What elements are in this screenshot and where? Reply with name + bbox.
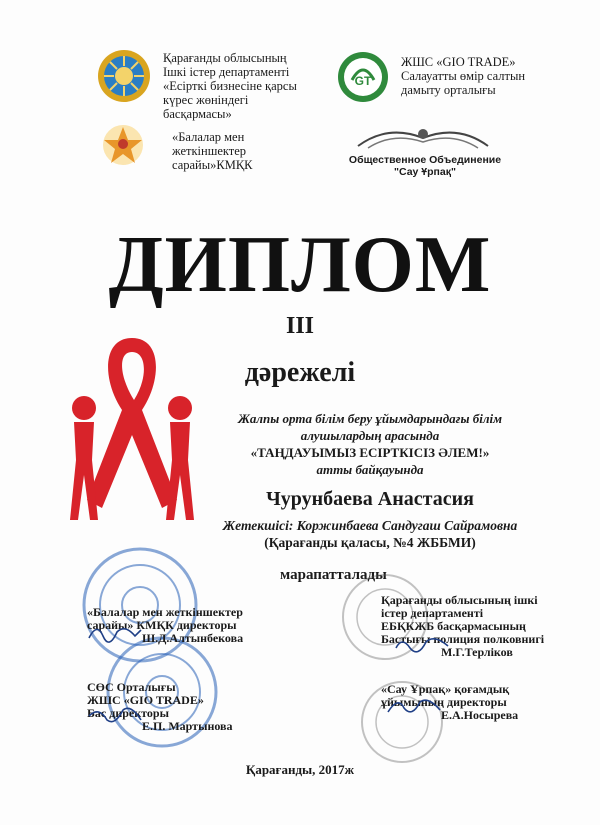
org-palace [172,130,292,172]
org-sau-urpak [340,154,510,178]
org-line: сарайы»КМҚК [172,158,253,172]
org-line: «Есірткі бизнесіне қарсы [163,79,297,93]
kazakhstan-emblem-icon [96,48,152,104]
competition-line: Жалпы орта білім беру ұйымдарындағы білім [237,411,503,426]
svg-text:GT: GT [354,74,372,88]
signature-line: Қарағанды облысының ішкі [381,593,538,607]
org-line: күрес жөніндегі [163,93,249,107]
competition-line: атты байқауында [316,462,424,477]
awarded-text: марапатталады [280,567,387,583]
org-line: Салауатты өмір салтын [401,69,526,83]
signature-line: Е.А.Носырева [441,708,519,722]
org-line: «Балалар мен [172,130,245,144]
org-line: Қарағанды облысының [163,51,287,65]
handwritten-signature-icon [85,620,145,646]
signature-line: ЕБҚКЖБ басқармасының [381,619,526,633]
handwritten-signature-icon [384,694,444,720]
signature-line: Ш.Д.Алтынбекова [142,631,244,645]
school-name: (Қарағанды қаласы, №4 ЖББМИ) [264,535,476,550]
gio-trade-logo-icon [336,50,390,104]
competition-line: «ТАҢДАУЫМЫЗ ЕСІРТКІСІЗ ӘЛЕМ!» [250,445,490,460]
competition-line: алушылардың арасында [300,428,440,443]
signature-line: сарайы» КМҚК директоры [87,618,237,632]
signature-line: ұйымының директоры [381,695,507,709]
org-line: дамыту орталығы [401,83,496,97]
recipient-supervisor-block [180,517,560,551]
signature-line: Е.П. Мартынова [142,719,233,733]
diploma-title: ДИПЛОМ [108,221,492,309]
org-dept-police [163,51,333,121]
supervisor-name: Жетекшісі: Коржинбаева Сандугаш Сайрамовна [222,518,518,533]
signature-line: Бас директоры [87,706,169,720]
signature-line: «Балалар мен жеткіншектер [87,605,243,619]
org-line: басқармасы» [163,107,232,121]
signature-line: «Сау Ұрпақ» қоғамдық [381,682,510,696]
org-line: жеткіншектер [172,144,247,158]
signature-line: істер департаменті [381,606,484,620]
signature-line: ЖШС «GIO TRADE» [87,693,204,707]
org-line: ЖШС «GIO TRADE» [401,55,516,69]
sau-urpak-logo-icon [348,124,498,152]
signature-line: СӨС Орталығы [87,680,176,694]
diploma-degree: III [285,313,315,339]
org-line: "Сау Ұрпақ" [394,166,456,178]
palace-logo-icon [100,122,146,168]
signature-line: М.Г.Терліков [441,645,513,659]
org-gio-trade [401,55,571,97]
org-line: Ішкі істер департаменті [163,65,290,79]
diploma-degree-word: дәрежелі [244,357,356,388]
org-line: Общественное Объединение [348,154,502,166]
diploma-footer: Қарағанды, 2017ж [245,762,355,777]
recipient-name: Чурунбаева Анастасия [266,488,474,510]
signature-line: Бастығы полиция полковнигі [381,632,545,646]
handwritten-signature-icon [392,632,452,658]
competition-text [210,410,530,478]
handwritten-signature-icon [85,702,145,728]
